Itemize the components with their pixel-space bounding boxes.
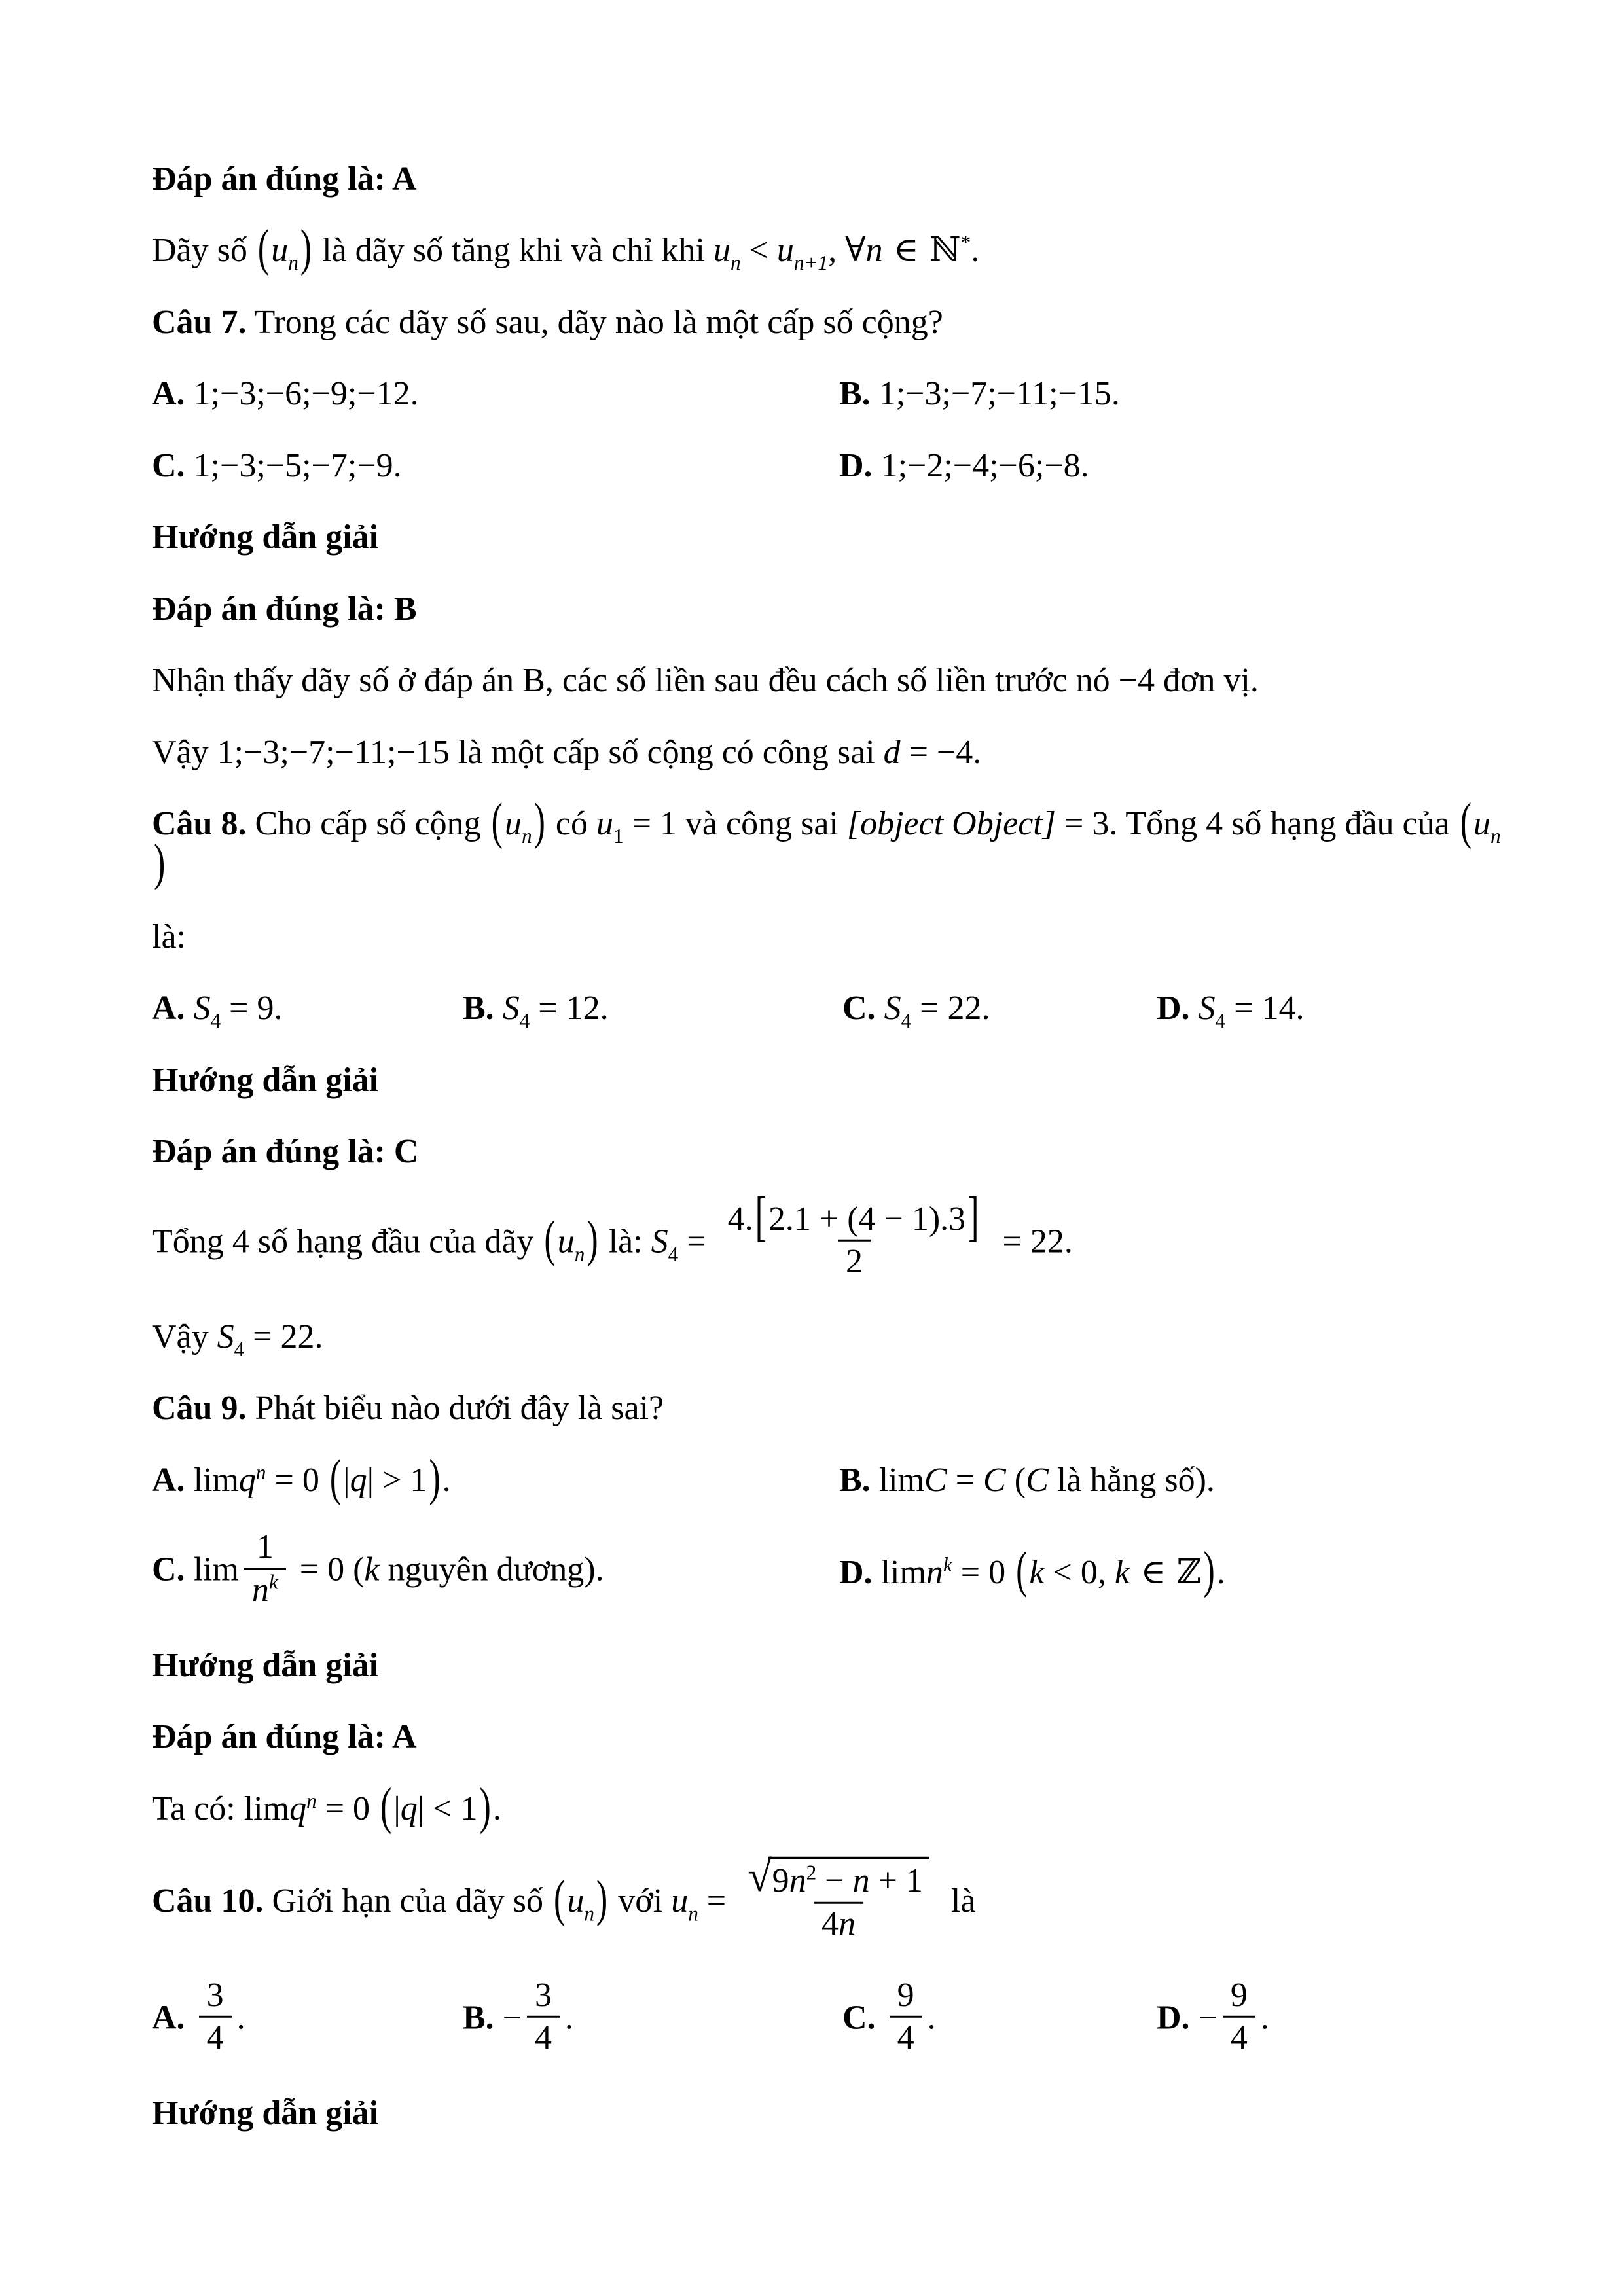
option-label: C. xyxy=(152,1551,185,1589)
text-run: . xyxy=(927,1999,936,2037)
math-sup: n xyxy=(255,1460,266,1484)
math-var: S xyxy=(651,1223,668,1261)
text-run: | > 1 xyxy=(367,1461,427,1499)
text-run: = 0 xyxy=(266,1461,328,1499)
fraction xyxy=(890,1975,922,2058)
paren-open: ( xyxy=(554,1871,566,1928)
text-run: . xyxy=(1260,1999,1269,2037)
guide-heading-q8: Hướng dẫn giải xyxy=(152,1061,379,1099)
math-sup: 2 xyxy=(806,1861,817,1884)
text-run: . xyxy=(971,232,980,270)
option-label: C. xyxy=(152,446,185,484)
guide-heading-q10: Hướng dẫn giải xyxy=(152,2094,379,2132)
paren-open: ( xyxy=(544,1211,556,1268)
fraction xyxy=(527,1975,560,2058)
math-var: n xyxy=(251,1571,269,1609)
math-sub: 4 xyxy=(210,1009,221,1033)
math-var: n xyxy=(789,1861,806,1899)
explanation-q8-conclusion xyxy=(152,1316,1513,1361)
element-of-symbol: ∈ xyxy=(1129,1552,1177,1592)
text-run: = 22. xyxy=(244,1318,323,1356)
question-text: Trong các dãy số sau, dãy nào là một cấp số cộng? xyxy=(246,303,943,341)
question-10-title xyxy=(152,1852,1513,1948)
integers-symbol: ℤ xyxy=(1176,1552,1202,1592)
math-sub: n xyxy=(288,251,298,275)
q10-options-row xyxy=(152,1976,1513,2062)
math-var: n xyxy=(926,1554,943,1592)
fraction-numerator: 3 xyxy=(206,1976,224,2014)
text-run: = −4. xyxy=(900,733,982,771)
paren-open: ( xyxy=(1016,1543,1028,1599)
fraction-numerator: 3 xyxy=(535,1976,552,2014)
explanation-q7-line2 xyxy=(152,732,1513,773)
q9-options-row-ab xyxy=(152,1450,1513,1507)
fraction-denominator: 4 xyxy=(1223,2016,1255,2058)
text-run: = 22. xyxy=(994,1223,1073,1261)
math-var: C xyxy=(924,1461,947,1499)
abs-bar: | xyxy=(393,1789,401,1827)
text-run: là: xyxy=(600,1223,651,1261)
math-sub: n xyxy=(731,251,741,275)
paren-open: ( xyxy=(1460,794,1472,850)
fraction xyxy=(199,1975,232,2058)
option-text: = 12. xyxy=(530,990,609,1028)
option-c xyxy=(152,1528,839,1614)
option-b xyxy=(839,373,1513,414)
text-run: < 0, xyxy=(1044,1554,1115,1592)
question-text: và công sai xyxy=(676,804,847,842)
q7-options-row-ab xyxy=(152,373,1513,414)
guide-heading-q7: Hướng dẫn giải xyxy=(152,518,379,556)
fraction-numerator: 1 xyxy=(256,1528,274,1566)
math-var: C xyxy=(1026,1461,1049,1499)
option-d xyxy=(839,445,1513,486)
option-c xyxy=(842,988,1157,1033)
paren-open: ( xyxy=(329,1450,342,1507)
fraction-numerator xyxy=(720,1187,989,1247)
math-var: u xyxy=(557,1223,575,1261)
question-number: Câu 7. xyxy=(152,303,247,341)
question-text: Giới hạn của dãy số xyxy=(263,1882,552,1920)
fraction-numerator: 9 xyxy=(897,1976,914,2014)
fraction-numerator: 9 xyxy=(1230,1976,1248,2014)
math-var: u xyxy=(776,232,794,270)
text-run: = xyxy=(947,1461,984,1499)
text-run: . xyxy=(565,1999,574,2037)
question-text: là xyxy=(942,1882,976,1920)
option-label: B. xyxy=(463,1999,503,2037)
q8-options-row xyxy=(152,988,1513,1033)
math-var: n xyxy=(839,1905,856,1943)
question-9-title xyxy=(152,1388,1513,1429)
naturals-symbol: ℕ xyxy=(929,230,961,270)
fraction xyxy=(740,1852,937,1945)
guide-heading-q9: Hướng dẫn giải xyxy=(152,1646,379,1684)
math-sub: n+1 xyxy=(793,251,829,275)
text-run: 4 xyxy=(821,1905,839,1943)
math-var: k xyxy=(364,1551,380,1589)
option-label: B. xyxy=(839,375,871,413)
text-run: < xyxy=(740,232,777,270)
math-sup: n xyxy=(306,1789,317,1812)
text-run: Dãy số xyxy=(152,232,256,270)
option-label: D. xyxy=(1157,990,1190,1028)
lim-operator: lim xyxy=(244,1789,290,1827)
question-text: = 3 xyxy=(1056,804,1110,842)
minus-sign: − xyxy=(502,1999,522,2037)
radicand xyxy=(768,1857,929,1900)
fraction-denominator: 2 xyxy=(838,1240,871,1282)
question-8-continuation: là: xyxy=(152,918,186,956)
paren-close: ) xyxy=(596,1871,608,1928)
text-run: là hằng số). xyxy=(1048,1461,1215,1499)
option-a xyxy=(152,373,839,414)
math-var: S xyxy=(1198,990,1216,1028)
element-of-symbol: ∈ xyxy=(882,230,930,270)
text-run: 4. xyxy=(727,1200,753,1238)
math-var: [object Object] xyxy=(846,804,1056,842)
paren-open: ( xyxy=(380,1778,392,1835)
explanation-q7-line1: Nhận thấy dãy số ở đáp án B, các số liền sau đều cách số liền trước nó −4 đơn vị. xyxy=(152,662,1259,700)
text-run: = 0 xyxy=(316,1789,379,1827)
lim-operator: lim xyxy=(870,1461,925,1499)
radical-sign: √ xyxy=(748,1852,772,1901)
q9-options-row-cd xyxy=(152,1528,1513,1614)
fraction xyxy=(244,1527,286,1610)
math-var: n xyxy=(852,1861,870,1899)
answer-heading-q6: Đáp án đúng là: A xyxy=(152,160,417,198)
question-text: . Tổng 4 số hạng đầu của xyxy=(1109,804,1458,842)
math-var: d xyxy=(883,733,901,771)
text-run: − xyxy=(816,1861,853,1899)
answer-heading-q8: Đáp án đúng là: C xyxy=(152,1133,419,1171)
question-number: Câu 9. xyxy=(152,1390,247,1427)
option-a xyxy=(152,1976,463,2062)
option-label: B. xyxy=(463,990,494,1028)
option-text: = 9. xyxy=(221,990,283,1028)
answer-heading-q7: Đáp án đúng là: B xyxy=(152,590,417,628)
text-run: Ta có: xyxy=(152,1789,244,1827)
option-a xyxy=(152,1450,839,1507)
math-var: k xyxy=(1029,1554,1045,1592)
text-run: | < 1 xyxy=(417,1789,478,1827)
text-run: là dãy số tăng khi và chỉ khi xyxy=(314,232,713,270)
text-run: . xyxy=(492,1789,501,1827)
square-root xyxy=(748,1852,929,1901)
math-var: u xyxy=(1473,804,1491,842)
text-run: 9 xyxy=(772,1861,789,1899)
option-text: = 22. xyxy=(911,990,990,1028)
math-sub: 4 xyxy=(901,1009,912,1033)
math-sub: 4 xyxy=(234,1338,245,1361)
math-sub: n xyxy=(1490,825,1501,848)
text-run: Tổng 4 số hạng đầu của dãy xyxy=(152,1223,543,1261)
option-a xyxy=(152,988,463,1033)
question-text: có xyxy=(547,804,596,842)
math-sub: 1 xyxy=(613,825,624,848)
fraction xyxy=(720,1187,989,1282)
math-sub: n xyxy=(688,1902,698,1926)
fraction-denominator: 4 xyxy=(890,2016,922,2058)
option-label: B. xyxy=(839,1461,871,1499)
question-text: với xyxy=(609,1882,672,1920)
fraction xyxy=(1223,1975,1255,2058)
text-run: 2.1 + (4 − 1).3 xyxy=(768,1200,966,1238)
text-run: = 0 ( xyxy=(291,1551,365,1589)
math-var: q xyxy=(400,1789,418,1827)
option-b xyxy=(463,988,842,1033)
option-b xyxy=(463,1976,842,2062)
option-c xyxy=(152,445,839,486)
option-label: D. xyxy=(839,446,873,484)
paren-close: ) xyxy=(586,1211,598,1268)
forall-symbol: ∀ xyxy=(845,230,866,270)
option-d xyxy=(1157,1976,1513,2062)
math-var: u xyxy=(504,804,522,842)
option-b xyxy=(839,1460,1513,1501)
text-run: . xyxy=(1216,1554,1225,1592)
text-run: = 0 xyxy=(952,1554,1015,1592)
math-sub: n xyxy=(584,1902,594,1926)
option-label: A. xyxy=(152,990,185,1028)
option-label: C. xyxy=(842,990,876,1028)
option-text: 1;−3;−6;−9;−12. xyxy=(185,375,419,413)
math-var: S xyxy=(502,990,520,1028)
option-text: 1;−3;−5;−7;−9. xyxy=(185,446,402,484)
paren-close: ) xyxy=(479,1778,491,1835)
option-c xyxy=(842,1976,1157,2062)
text-run: nguyên dương). xyxy=(379,1551,604,1589)
paren-close: ) xyxy=(1203,1543,1215,1599)
option-d xyxy=(1157,988,1513,1033)
math-sup: * xyxy=(960,231,971,255)
math-var: n xyxy=(865,232,883,270)
text-run: . xyxy=(236,1999,245,2037)
fraction-denominator: 4 xyxy=(199,2016,232,2058)
paren-close: ) xyxy=(533,794,545,850)
text-run: Vậy xyxy=(152,1318,217,1356)
question-8-title xyxy=(152,794,1513,891)
text-run: Vậy 1;−3;−7;−11;−15 là một cấp số cộng có công sai xyxy=(152,733,884,771)
text-run: = xyxy=(678,1223,715,1261)
q7-options-row-cd xyxy=(152,445,1513,486)
abs-bar: | xyxy=(343,1461,350,1499)
question-text: Phát biểu nào dưới đây là sai? xyxy=(246,1390,664,1427)
text-run: ( xyxy=(1005,1461,1026,1499)
option-label: C. xyxy=(842,1999,884,2037)
question-text: Cho cấp số cộng xyxy=(246,804,490,842)
option-label: A. xyxy=(152,375,185,413)
option-label: D. xyxy=(1157,1999,1199,2037)
paren-close: ) xyxy=(429,1450,441,1507)
math-sup: k xyxy=(943,1553,952,1577)
text-run: = xyxy=(698,1882,735,1920)
option-label: D. xyxy=(839,1554,873,1592)
text-run: . xyxy=(442,1461,451,1499)
explanation-q9 xyxy=(152,1778,1513,1835)
math-var: q xyxy=(238,1461,256,1499)
paren-open: ( xyxy=(257,221,270,278)
math-sub: n xyxy=(521,825,532,848)
lim-operator: lim xyxy=(185,1461,239,1499)
fraction-denominator xyxy=(814,1902,863,1945)
option-text: = 14. xyxy=(1225,990,1305,1028)
math-var: u xyxy=(671,1882,689,1920)
lim-operator: lim xyxy=(185,1551,239,1589)
math-sub: 4 xyxy=(668,1242,679,1266)
option-text: 1;−3;−7;−11;−15. xyxy=(870,375,1120,413)
question-text: = 1 xyxy=(623,804,677,842)
math-var: u xyxy=(713,232,731,270)
text-run: + 1 xyxy=(869,1861,923,1899)
math-var: u xyxy=(271,232,289,270)
bracket-close: ] xyxy=(967,1187,979,1247)
math-var: u xyxy=(596,804,613,842)
question-number: Câu 8. xyxy=(152,804,247,842)
question-number: Câu 10. xyxy=(152,1882,264,1920)
fraction-numerator xyxy=(740,1852,937,1902)
text-run: , xyxy=(828,232,846,270)
explanation-q6 xyxy=(152,221,1513,278)
option-text: 1;−2;−4;−6;−8. xyxy=(872,446,1089,484)
math-var: u xyxy=(567,1882,585,1920)
math-sub: n xyxy=(574,1242,585,1266)
math-var: S xyxy=(217,1318,234,1356)
bracket-open: [ xyxy=(755,1187,767,1247)
lim-operator: lim xyxy=(872,1554,926,1592)
paren-close: ) xyxy=(300,221,312,278)
paren-close: ) xyxy=(154,835,166,891)
answer-heading-q9: Đáp án đúng là: A xyxy=(152,1718,417,1756)
paren-open: ( xyxy=(491,794,503,850)
math-var: k xyxy=(1114,1554,1130,1592)
explanation-q8 xyxy=(152,1187,1513,1286)
math-sup: k xyxy=(268,1570,278,1594)
fraction-denominator: 4 xyxy=(527,2016,560,2058)
math-sub: 4 xyxy=(1215,1009,1226,1033)
math-sub: 4 xyxy=(519,1009,530,1033)
option-label: A. xyxy=(152,1999,194,2037)
math-var: S xyxy=(884,990,901,1028)
option-label: A. xyxy=(152,1461,185,1499)
math-var: q xyxy=(350,1461,367,1499)
minus-sign: − xyxy=(1198,1999,1218,2037)
math-var: S xyxy=(193,990,211,1028)
fraction-denominator xyxy=(244,1568,286,1610)
math-var: q xyxy=(289,1789,307,1827)
math-var: C xyxy=(983,1461,1006,1499)
question-7-title xyxy=(152,302,1513,343)
option-d xyxy=(839,1543,1513,1599)
